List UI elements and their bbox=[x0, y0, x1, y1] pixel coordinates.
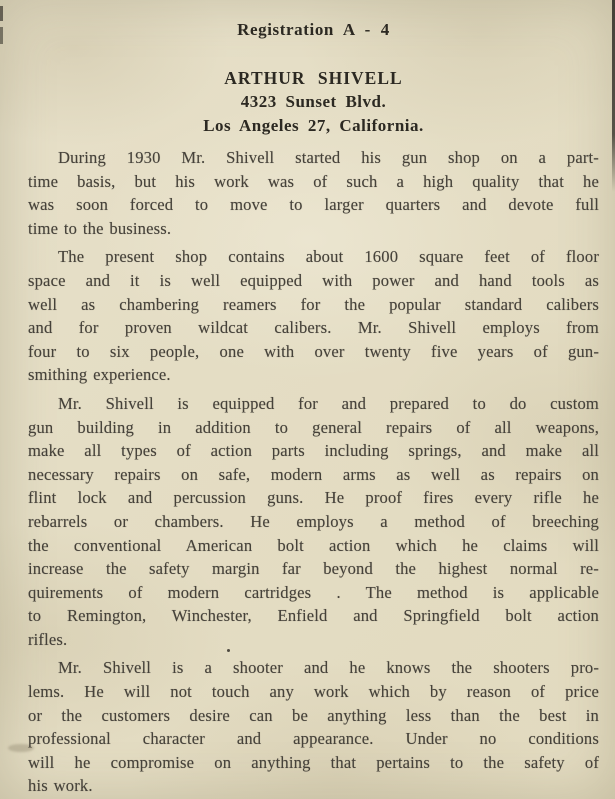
text-line: quirements of modern cartridges . The method is applicable bbox=[28, 582, 599, 602]
text-line: was soon forced to move to larger quarters and devote full bbox=[28, 195, 599, 215]
text-line: or the customers desire can be anything less than the best in bbox=[28, 705, 599, 725]
text-line: his work. bbox=[28, 776, 93, 796]
paragraph bbox=[28, 392, 599, 652]
text-line: During 1930 Mr. Shivell started his gun shop on a part- bbox=[58, 148, 599, 167]
text-line: smithing experience. bbox=[28, 365, 171, 385]
text-line: professional character and appearance. Under no conditions bbox=[28, 729, 599, 749]
text-line: time basis, but his work was of such a high quality that he bbox=[28, 171, 599, 191]
text-line: four to six people, one with over twenty five years of gun- bbox=[28, 341, 599, 361]
city-state-address: Los Angeles 27, California. bbox=[203, 116, 424, 135]
text-line: increase the safety margin far beyond the highest normal re- bbox=[28, 559, 599, 579]
proprietor-name: ARTHUR SHIVELL bbox=[224, 68, 403, 88]
paragraph bbox=[28, 245, 599, 387]
text-line: flint lock and percussion guns. He proof fires every rifle he bbox=[28, 488, 599, 508]
text-line: lems. He will not touch any work which by reason of price bbox=[28, 682, 599, 702]
text-line: Mr. Shivell is a shooter and he knows the shooters pro- bbox=[58, 658, 599, 678]
document-body bbox=[28, 146, 599, 798]
letterhead-block bbox=[28, 66, 599, 138]
registration-heading: Registration A - 4 bbox=[237, 20, 390, 39]
text-line: to Remington, Winchester, Enfield and Springfield bolt action bbox=[28, 606, 599, 626]
text-line: rifles. bbox=[28, 629, 68, 649]
text-line: time to the business. bbox=[28, 218, 172, 238]
text-line: rebarrels or chambers. He employs a method of breeching bbox=[28, 511, 599, 531]
text-line: gun building in addition to general repairs of all weapons, bbox=[28, 417, 599, 437]
text-line: Mr. Shivell is equipped for and prepared to do custom bbox=[58, 393, 599, 413]
street-address: 4323 Sunset Blvd. bbox=[240, 92, 387, 111]
text-line: The present shop contains about 1600 square feet of floor bbox=[58, 247, 599, 267]
text-line: space and it is well equipped with power and hand tools as bbox=[28, 270, 599, 290]
text-line: and for proven wildcat calibers. Mr. Shivell employs from bbox=[28, 318, 599, 338]
text-line: make all types of action parts including springs, and make all bbox=[28, 441, 599, 461]
text-line: will he compromise on anything that pertains to the safety of bbox=[28, 752, 599, 772]
text-line: necessary repairs on safe, modern arms as well as repairs on bbox=[28, 464, 599, 484]
paragraph bbox=[28, 656, 599, 798]
paragraph bbox=[28, 146, 599, 240]
text-line: the conventional American bolt action which he claims will bbox=[28, 535, 599, 555]
text-line: well as chambering reamers for the popular standard calibers bbox=[28, 294, 599, 314]
